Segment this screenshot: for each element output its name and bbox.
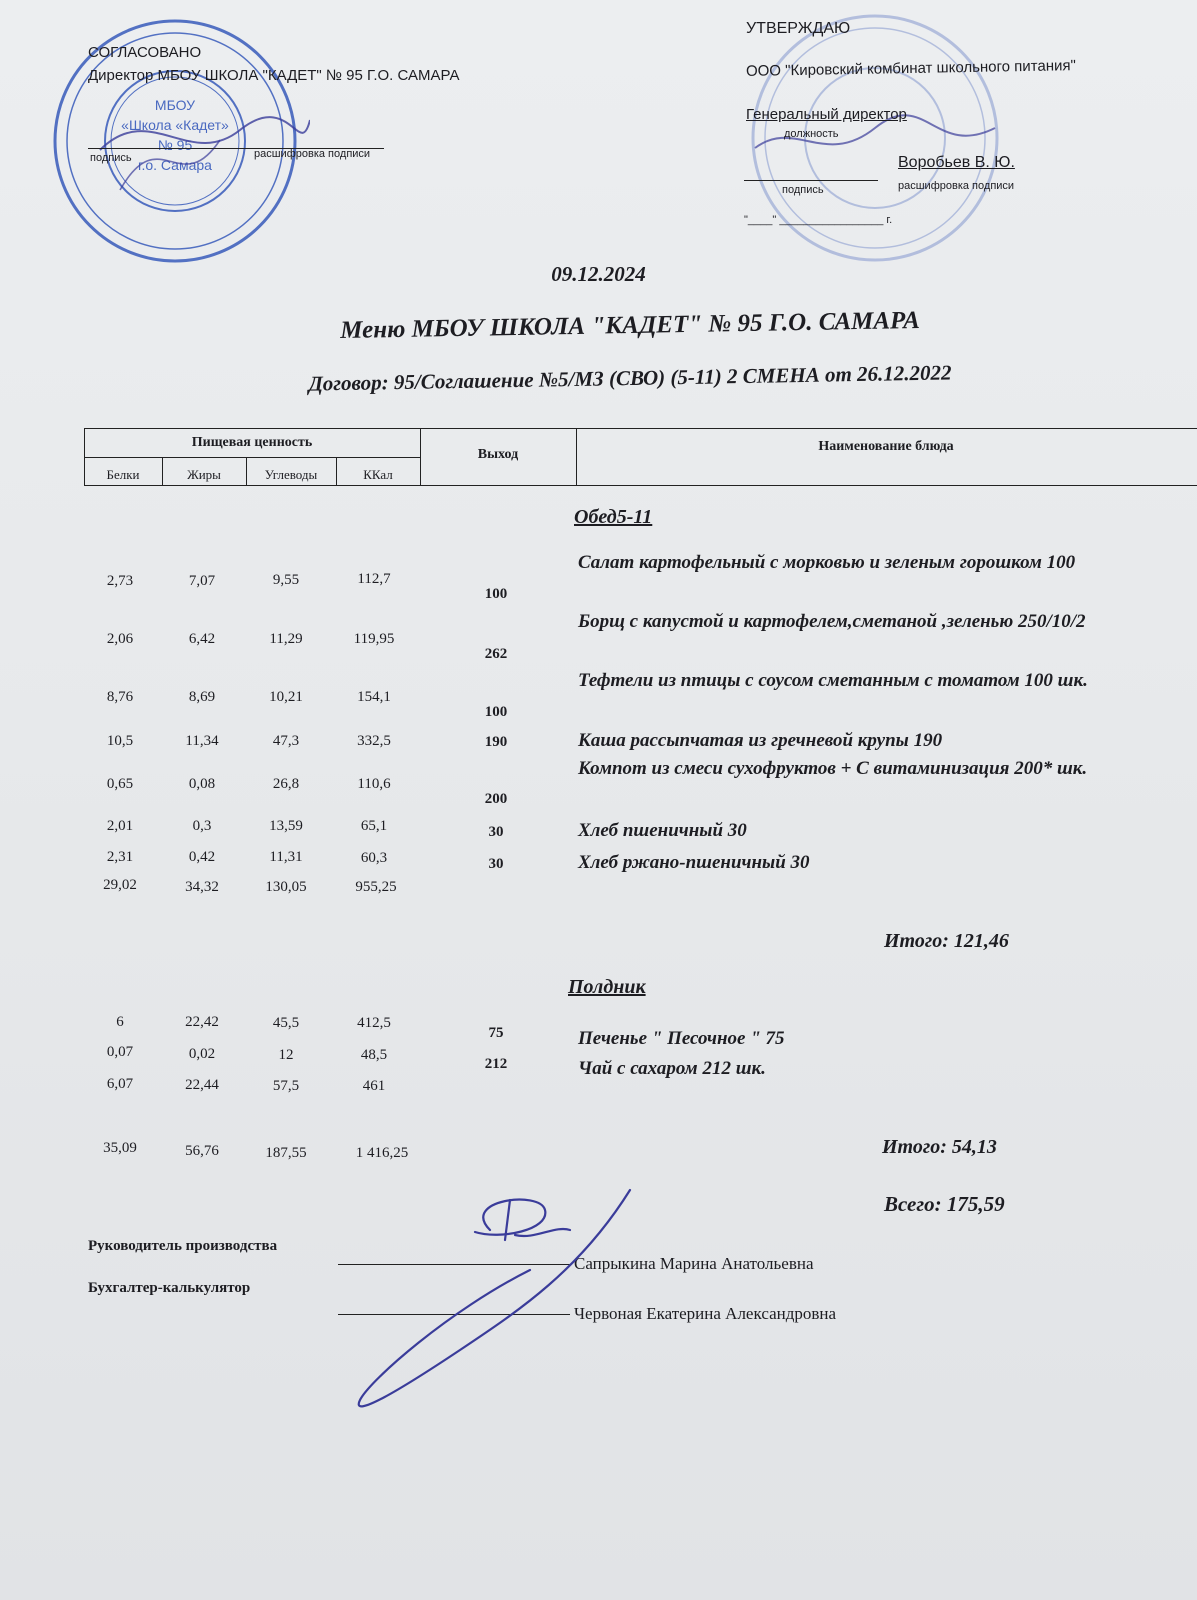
section-title-snack: Полдник <box>568 976 646 998</box>
stamp-line-2: «Школа «Кадет» <box>121 117 229 133</box>
output-value: 200 <box>484 791 508 807</box>
approve-date-line: "____" _________________ г. <box>744 214 893 226</box>
agreed-sign-caption: подпись <box>90 152 132 164</box>
output-value: 75 <box>488 1025 504 1041</box>
protein-sum: 6,07 <box>106 1076 134 1092</box>
dish-name: Каша рассыпчатая из гречневой крупы 190 <box>578 730 943 751</box>
fat-value: 11,34 <box>185 733 219 749</box>
approve-org: ООО "Кировский комбинат школьного питания" <box>745 57 1077 80</box>
fat-value: 0,08 <box>188 776 216 792</box>
fat-value: 22,42 <box>185 1014 219 1030</box>
output-value: 100 <box>484 586 508 602</box>
kcal-value: 48,5 <box>360 1047 388 1063</box>
carbs-value: 26,8 <box>272 776 300 792</box>
approve-position: Генеральный директор <box>746 106 907 123</box>
kcal-value: 154,1 <box>357 689 391 705</box>
protein-value: 2,01 <box>106 818 134 834</box>
kcal-value: 112,7 <box>357 571 391 587</box>
carbs-value: 9,55 <box>272 572 300 588</box>
protein-value: 0,07 <box>106 1044 134 1060</box>
agreed-block <box>88 44 460 84</box>
output-value: 30 <box>488 824 504 840</box>
dish-name: Печенье " Песочное " 75 <box>578 1028 785 1049</box>
dish-name: Чай с сахаром 212 шк. <box>578 1058 766 1079</box>
fat-sum: 22,44 <box>185 1077 219 1093</box>
approve-sign-line <box>744 180 878 181</box>
carbs-value: 12 <box>278 1047 294 1063</box>
output-value: 262 <box>484 646 508 662</box>
header-dish: Наименование блюда <box>818 439 954 454</box>
carbs-sum: 57,5 <box>272 1078 300 1094</box>
carbs-value: 10,21 <box>269 689 303 705</box>
protein-value: 6 <box>116 1014 124 1030</box>
fat-grand: 56,76 <box>185 1143 219 1159</box>
contract-line: Договор: 95/Соглашение №5/МЗ (СВО) (5-11) 2 СМЕНА от 26.12.2022 <box>308 360 952 396</box>
protein-value: 2,06 <box>106 631 134 647</box>
fat-sum: 34,32 <box>185 879 219 895</box>
head-name: Сапрыкина Марина Анатольевна <box>574 1254 814 1273</box>
carbs-value: 45,5 <box>272 1015 300 1031</box>
accountant-name: Червоная Екатерина Александровна <box>574 1304 837 1323</box>
fat-value: 0,42 <box>188 849 216 865</box>
dish-name: Компот из смеси сухофруктов + С витаминизация 200* шк. <box>578 758 1088 779</box>
dish-name: Хлеб пшеничный 30 <box>578 820 747 841</box>
kcal-sum: 955,25 <box>355 879 397 895</box>
output-value: 212 <box>484 1056 508 1072</box>
kcal-value: 65,1 <box>360 818 388 834</box>
output-value: 190 <box>484 734 508 750</box>
agreed-director-line: Директор МБОУ ШКОЛА "КАДЕТ" № 95 Г.О. САМАРА <box>88 67 460 84</box>
stamp-line-4: г.о. Самара <box>138 157 212 173</box>
stamp-line-3: № 95 <box>157 137 193 153</box>
approve-decode-caption: расшифровка подписи <box>898 180 1015 192</box>
kcal-sum: 461 <box>362 1078 386 1094</box>
kcal-value: 110,6 <box>357 776 391 792</box>
agreed-title: СОГЛАСОВАНО <box>88 44 202 61</box>
agreed-decode-caption: расшифровка подписи <box>254 148 371 160</box>
menu-title: Меню МБОУ ШКОЛА "КАДЕТ" № 95 Г.О. САМАРА <box>339 306 920 345</box>
carbs-value: 47,3 <box>272 733 300 749</box>
output-value: 100 <box>484 704 508 720</box>
approve-sign-caption: подпись <box>782 184 824 196</box>
protein-value: 2,31 <box>106 849 134 865</box>
dish-name: Тефтели из птицы с соусом сметанным с томатом 100 шк. <box>578 670 1088 691</box>
table-header <box>84 428 1197 486</box>
approve-name: Воробьев В. Ю. <box>898 154 1015 171</box>
kcal-value: 60,3 <box>360 850 388 866</box>
protein-value: 8,76 <box>106 689 134 705</box>
dish-name: Хлеб ржано-пшеничный 30 <box>578 852 810 873</box>
protein-value: 2,73 <box>106 573 134 589</box>
fat-value: 7,07 <box>188 573 216 589</box>
fat-value: 8,69 <box>188 689 216 705</box>
header-carbs: Углеводы <box>264 467 318 482</box>
protein-grand: 35,09 <box>103 1140 137 1156</box>
output-value: 30 <box>488 856 504 872</box>
protein-value: 0,65 <box>106 776 134 792</box>
kcal-value: 119,95 <box>353 631 395 647</box>
protein-sum: 29,02 <box>103 877 137 893</box>
kcal-grand: 1 416,25 <box>355 1145 409 1161</box>
section-total-lunch: Итого: 121,46 <box>884 930 1009 952</box>
approve-title: УТВЕРЖДАЮ <box>746 20 851 37</box>
header-output: Выход <box>477 447 519 462</box>
fat-value: 6,42 <box>188 631 216 647</box>
fat-value: 0,3 <box>192 818 212 834</box>
header-protein: Белки <box>106 467 140 482</box>
fat-value: 0,02 <box>188 1046 216 1062</box>
section-title-lunch: Обед5-11 <box>574 506 653 528</box>
approve-position-caption: должность <box>784 128 839 140</box>
head-label: Руководитель производства <box>88 1238 278 1254</box>
header-kcal: ККал <box>363 467 393 482</box>
kcal-value: 332,5 <box>357 733 391 749</box>
stamp-line-1: МБОУ <box>154 97 196 113</box>
header-fat: Жиры <box>187 467 221 482</box>
carbs-grand: 187,55 <box>265 1145 307 1161</box>
carbs-sum: 130,05 <box>265 879 307 895</box>
handwritten-signature-icon <box>340 1180 640 1420</box>
menu-date: 09.12.2024 <box>551 262 646 286</box>
header-nutrition: Пищевая ценность <box>191 435 313 450</box>
dish-name: Борщ с капустой и картофелем,сметаной ,зеленью 250/10/2 <box>578 611 1086 632</box>
accountant-label: Бухгалтер-калькулятор <box>88 1280 251 1296</box>
company-stamp-icon <box>735 8 1015 268</box>
dish-name: Салат картофельный с морковью и зеленым горошком 100 <box>578 552 1076 573</box>
carbs-value: 11,29 <box>269 631 303 647</box>
carbs-value: 13,59 <box>269 818 303 834</box>
carbs-value: 11,31 <box>269 849 303 865</box>
kcal-value: 412,5 <box>357 1015 391 1031</box>
protein-value: 10,5 <box>106 733 134 749</box>
section-total-snack: Итого: 54,13 <box>882 1136 997 1158</box>
grand-total: Всего: 175,59 <box>884 1192 1005 1216</box>
